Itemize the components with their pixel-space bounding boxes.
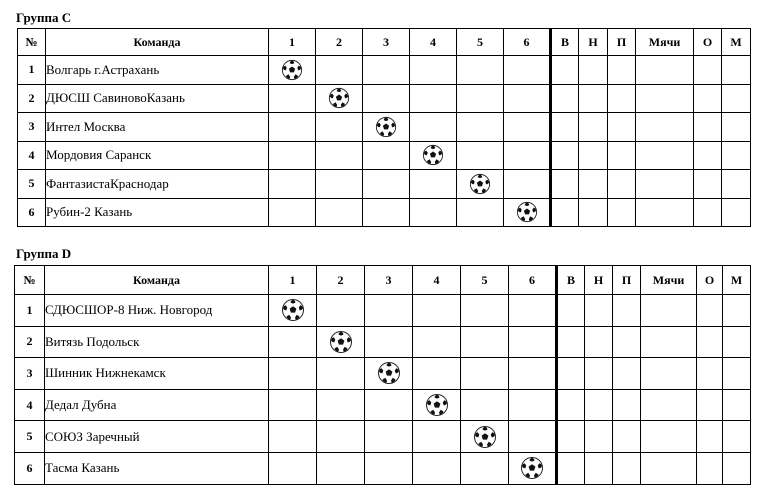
team-number: 5 <box>15 421 45 453</box>
column-header: 3 <box>365 266 413 295</box>
column-header: О <box>697 266 723 295</box>
result-cell <box>461 326 509 358</box>
column-header: 6 <box>504 29 551 56</box>
goals-cell <box>641 295 697 327</box>
soccer-ball-icon <box>328 87 350 109</box>
result-cell <box>316 198 363 227</box>
place-cell <box>722 113 751 142</box>
column-header: Команда <box>45 266 269 295</box>
result-cell <box>269 198 316 227</box>
column-header: Мячи <box>641 266 697 295</box>
column-header: М <box>723 266 751 295</box>
soccer-ball-icon <box>377 361 401 385</box>
points-cell <box>694 198 722 227</box>
result-cell <box>504 198 551 227</box>
draws-cell <box>585 421 613 453</box>
result-cell <box>410 84 457 113</box>
result-cell <box>269 84 316 113</box>
losses-cell <box>608 113 636 142</box>
result-cell <box>461 421 509 453</box>
losses-cell <box>613 452 641 484</box>
result-cell <box>509 452 557 484</box>
draws-cell <box>585 358 613 390</box>
place-cell <box>723 326 751 358</box>
team-name: Мордовия Саранск <box>46 141 269 170</box>
result-cell <box>461 389 509 421</box>
group-d-title: Группа D <box>16 246 72 261</box>
team-row <box>15 389 751 421</box>
result-cell <box>365 358 413 390</box>
result-cell <box>413 389 461 421</box>
team-row <box>18 84 751 113</box>
team-name: Интел Москва <box>46 113 269 142</box>
result-cell <box>413 358 461 390</box>
team-row <box>18 198 751 227</box>
result-cell <box>317 389 365 421</box>
points-cell <box>697 326 723 358</box>
place-cell <box>722 170 751 199</box>
place-cell <box>723 389 751 421</box>
goals-cell <box>641 358 697 390</box>
draws-cell <box>585 389 613 421</box>
column-header: 2 <box>317 266 365 295</box>
team-row <box>15 421 751 453</box>
result-cell <box>269 141 316 170</box>
group-c-table <box>17 28 751 227</box>
draws-cell <box>579 170 608 199</box>
column-header: М <box>722 29 751 56</box>
points-cell <box>694 113 722 142</box>
goals-cell <box>636 170 694 199</box>
goals-cell <box>636 113 694 142</box>
draws-cell <box>579 113 608 142</box>
result-cell <box>269 113 316 142</box>
team-row <box>15 295 751 327</box>
result-cell <box>365 389 413 421</box>
team-row <box>18 56 751 85</box>
losses-cell <box>608 141 636 170</box>
points-cell <box>694 141 722 170</box>
team-name: СОЮЗ Заречный <box>45 421 269 453</box>
result-cell <box>316 113 363 142</box>
result-cell <box>457 113 504 142</box>
soccer-ball-icon <box>516 201 538 223</box>
soccer-ball-icon <box>281 298 305 322</box>
goals-cell <box>636 56 694 85</box>
team-number: 5 <box>18 170 46 199</box>
column-header: Мячи <box>636 29 694 56</box>
soccer-ball-icon <box>520 456 544 480</box>
wins-cell <box>551 170 579 199</box>
result-cell <box>269 452 317 484</box>
draws-cell <box>579 56 608 85</box>
result-cell <box>316 141 363 170</box>
team-row <box>15 326 751 358</box>
place-cell <box>723 421 751 453</box>
team-name: Тасма Казань <box>45 452 269 484</box>
column-header: 3 <box>363 29 410 56</box>
team-row <box>18 141 751 170</box>
result-cell <box>269 421 317 453</box>
column-header: О <box>694 29 722 56</box>
result-cell <box>410 198 457 227</box>
result-cell <box>410 141 457 170</box>
result-cell <box>317 421 365 453</box>
result-cell <box>363 84 410 113</box>
goals-cell <box>641 421 697 453</box>
team-row <box>15 358 751 390</box>
team-number: 4 <box>15 389 45 421</box>
result-cell <box>457 141 504 170</box>
column-header: В <box>557 266 585 295</box>
team-name: Витязь Подольск <box>45 326 269 358</box>
team-name: Рубин-2 Казань <box>46 198 269 227</box>
team-number: 3 <box>15 358 45 390</box>
result-cell <box>363 56 410 85</box>
place-cell <box>722 141 751 170</box>
goals-cell <box>636 141 694 170</box>
losses-cell <box>613 358 641 390</box>
result-cell <box>413 452 461 484</box>
points-cell <box>697 421 723 453</box>
losses-cell <box>608 84 636 113</box>
result-cell <box>461 452 509 484</box>
team-name: ФантазистаКраснодар <box>46 170 269 199</box>
team-name: Волгарь г.Астрахань <box>46 56 269 85</box>
draws-cell <box>579 84 608 113</box>
draws-cell <box>579 198 608 227</box>
header-row <box>18 29 751 56</box>
result-cell <box>413 326 461 358</box>
column-header: № <box>18 29 46 56</box>
result-cell <box>317 326 365 358</box>
losses-cell <box>613 326 641 358</box>
losses-cell <box>608 198 636 227</box>
column-header: 4 <box>410 29 457 56</box>
column-header: 6 <box>509 266 557 295</box>
team-name: СДЮСШОР-8 Ниж. Новгород <box>45 295 269 327</box>
result-cell <box>504 113 551 142</box>
result-cell <box>461 358 509 390</box>
column-header: 2 <box>316 29 363 56</box>
draws-cell <box>585 295 613 327</box>
wins-cell <box>551 141 579 170</box>
wins-cell <box>551 56 579 85</box>
soccer-ball-icon <box>425 393 449 417</box>
result-cell <box>269 326 317 358</box>
result-cell <box>504 84 551 113</box>
column-header: Команда <box>46 29 269 56</box>
team-name: Шинник Нижнекамск <box>45 358 269 390</box>
draws-cell <box>585 326 613 358</box>
column-header: 1 <box>269 29 316 56</box>
place-cell <box>723 452 751 484</box>
soccer-ball-icon <box>281 59 303 81</box>
result-cell <box>410 113 457 142</box>
place-cell <box>722 56 751 85</box>
team-row <box>15 452 751 484</box>
wins-cell <box>551 113 579 142</box>
result-cell <box>363 170 410 199</box>
result-cell <box>269 389 317 421</box>
result-cell <box>269 170 316 199</box>
result-cell <box>316 170 363 199</box>
team-number: 1 <box>18 56 46 85</box>
column-header: В <box>551 29 579 56</box>
soccer-ball-icon <box>329 330 353 354</box>
team-name: ДЮСШ СавиновоКазань <box>46 84 269 113</box>
result-cell <box>413 421 461 453</box>
team-row <box>18 113 751 142</box>
column-header: 5 <box>461 266 509 295</box>
goals-cell <box>641 389 697 421</box>
wins-cell <box>557 389 585 421</box>
result-cell <box>317 452 365 484</box>
result-cell <box>363 141 410 170</box>
result-cell <box>317 358 365 390</box>
column-header: Н <box>579 29 608 56</box>
result-cell <box>365 452 413 484</box>
points-cell <box>697 389 723 421</box>
goals-cell <box>641 326 697 358</box>
points-cell <box>694 56 722 85</box>
result-cell <box>509 421 557 453</box>
result-cell <box>365 421 413 453</box>
column-header: П <box>613 266 641 295</box>
team-number: 4 <box>18 141 46 170</box>
team-number: 2 <box>15 326 45 358</box>
group-d-table <box>14 265 751 485</box>
result-cell <box>509 389 557 421</box>
column-header: 5 <box>457 29 504 56</box>
wins-cell <box>557 421 585 453</box>
goals-cell <box>636 84 694 113</box>
header-row <box>15 266 751 295</box>
place-cell <box>723 358 751 390</box>
result-cell <box>504 141 551 170</box>
points-cell <box>697 295 723 327</box>
group-c-title: Группа C <box>16 10 72 25</box>
team-number: 2 <box>18 84 46 113</box>
column-header: 4 <box>413 266 461 295</box>
wins-cell <box>551 84 579 113</box>
column-header: Н <box>585 266 613 295</box>
wins-cell <box>557 452 585 484</box>
team-number: 6 <box>15 452 45 484</box>
soccer-ball-icon <box>422 144 444 166</box>
result-cell <box>410 56 457 85</box>
goals-cell <box>636 198 694 227</box>
result-cell <box>509 326 557 358</box>
column-header: № <box>15 266 45 295</box>
team-number: 1 <box>15 295 45 327</box>
place-cell <box>722 84 751 113</box>
result-cell <box>509 295 557 327</box>
column-header: П <box>608 29 636 56</box>
result-cell <box>509 358 557 390</box>
wins-cell <box>557 358 585 390</box>
result-cell <box>269 295 317 327</box>
team-row <box>18 170 751 199</box>
result-cell <box>363 113 410 142</box>
result-cell <box>365 326 413 358</box>
team-name: Дедал Дубна <box>45 389 269 421</box>
result-cell <box>413 295 461 327</box>
losses-cell <box>613 421 641 453</box>
losses-cell <box>608 170 636 199</box>
result-cell <box>457 56 504 85</box>
result-cell <box>457 170 504 199</box>
result-cell <box>269 56 316 85</box>
place-cell <box>723 295 751 327</box>
result-cell <box>365 295 413 327</box>
column-header: 1 <box>269 266 317 295</box>
result-cell <box>461 295 509 327</box>
result-cell <box>316 56 363 85</box>
result-cell <box>317 295 365 327</box>
soccer-ball-icon <box>469 173 491 195</box>
result-cell <box>363 198 410 227</box>
soccer-ball-icon <box>473 425 497 449</box>
result-cell <box>457 84 504 113</box>
result-cell <box>316 84 363 113</box>
wins-cell <box>557 295 585 327</box>
losses-cell <box>613 389 641 421</box>
points-cell <box>694 170 722 199</box>
result-cell <box>457 198 504 227</box>
team-number: 3 <box>18 113 46 142</box>
points-cell <box>697 358 723 390</box>
result-cell <box>504 56 551 85</box>
draws-cell <box>579 141 608 170</box>
soccer-ball-icon <box>375 116 397 138</box>
points-cell <box>694 84 722 113</box>
losses-cell <box>608 56 636 85</box>
points-cell <box>697 452 723 484</box>
result-cell <box>269 358 317 390</box>
wins-cell <box>557 326 585 358</box>
losses-cell <box>613 295 641 327</box>
place-cell <box>722 198 751 227</box>
wins-cell <box>551 198 579 227</box>
team-number: 6 <box>18 198 46 227</box>
result-cell <box>410 170 457 199</box>
result-cell <box>504 170 551 199</box>
draws-cell <box>585 452 613 484</box>
goals-cell <box>641 452 697 484</box>
